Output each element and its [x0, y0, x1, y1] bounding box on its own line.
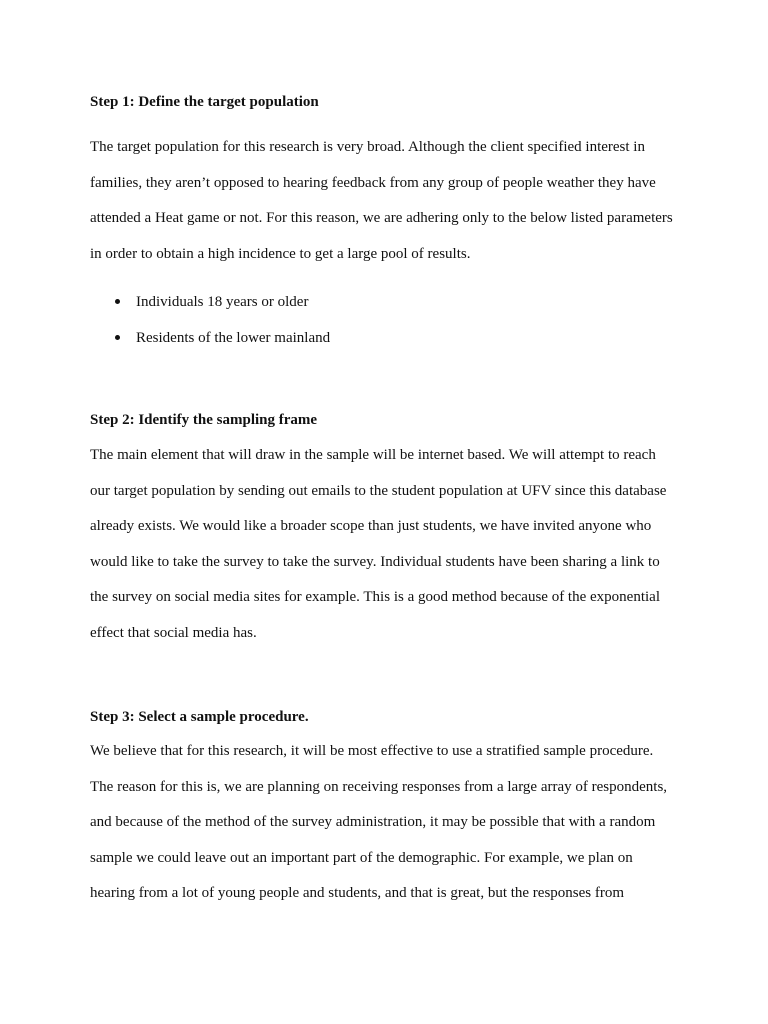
- step1-line: in order to obtain a high incidence to get a large pool of results.: [90, 245, 471, 262]
- step1-line: The target population for this research is very broad. Although the client specified interest in: [90, 139, 645, 155]
- step3-line: hearing from a lot of young people and students, and that is great, but the responses from: [90, 885, 625, 902]
- step3-line: The reason for this is, we are planning on receiving responses from a large array of respondents,: [90, 778, 668, 795]
- bullet-text: Individuals 18 years or older: [136, 294, 309, 310]
- step2-line: effect that social media has.: [90, 624, 257, 641]
- step2-line: already exists. We would like a broader scope than just students, we have invited anyone who: [90, 518, 652, 535]
- step2-line: would like to take the survey to take the survey. Individual students have been sharing a link to: [90, 553, 660, 570]
- step1-heading: Step 1: Define the target population: [90, 94, 319, 110]
- step3-line: We believe that for this research, it will be most effective to use a stratified sample procedure.: [90, 743, 654, 759]
- step1-paragraph: [90, 130, 690, 272]
- bullet-icon: [115, 299, 120, 304]
- step3-line: sample we could leave out an important part of the demographic. For example, we plan on: [90, 849, 633, 866]
- bullet-text: Residents of the lower mainland: [136, 330, 331, 346]
- step1-line: attended a Heat game or not. For this reason, we are adhering only to the below listed parameters: [90, 210, 673, 227]
- step1-line: families, they aren’t opposed to hearing feedback from any group of people weather they have: [90, 174, 656, 191]
- step2-line: the survey on social media sites for example. This is a good method because of the exponential: [90, 589, 660, 606]
- step2-paragraph: [90, 438, 690, 652]
- bullet-icon: [115, 335, 120, 340]
- step2-line: our target population by sending out emails to the student population at UFV since this database: [90, 482, 667, 499]
- step1-bullet-list: [90, 293, 330, 365]
- step2-heading: Step 2: Identify the sampling frame: [90, 412, 318, 428]
- step3-paragraph: [90, 734, 690, 912]
- step3-line: and because of the method of the survey administration, it may be possible that with a random: [90, 814, 656, 831]
- step2-line: The main element that will draw in the sample will be internet based. We will attempt to reach: [90, 447, 656, 463]
- bullet-item: [90, 329, 330, 365]
- bullet-item: [90, 293, 330, 329]
- step3-heading: Step 3: Select a sample procedure.: [90, 709, 309, 725]
